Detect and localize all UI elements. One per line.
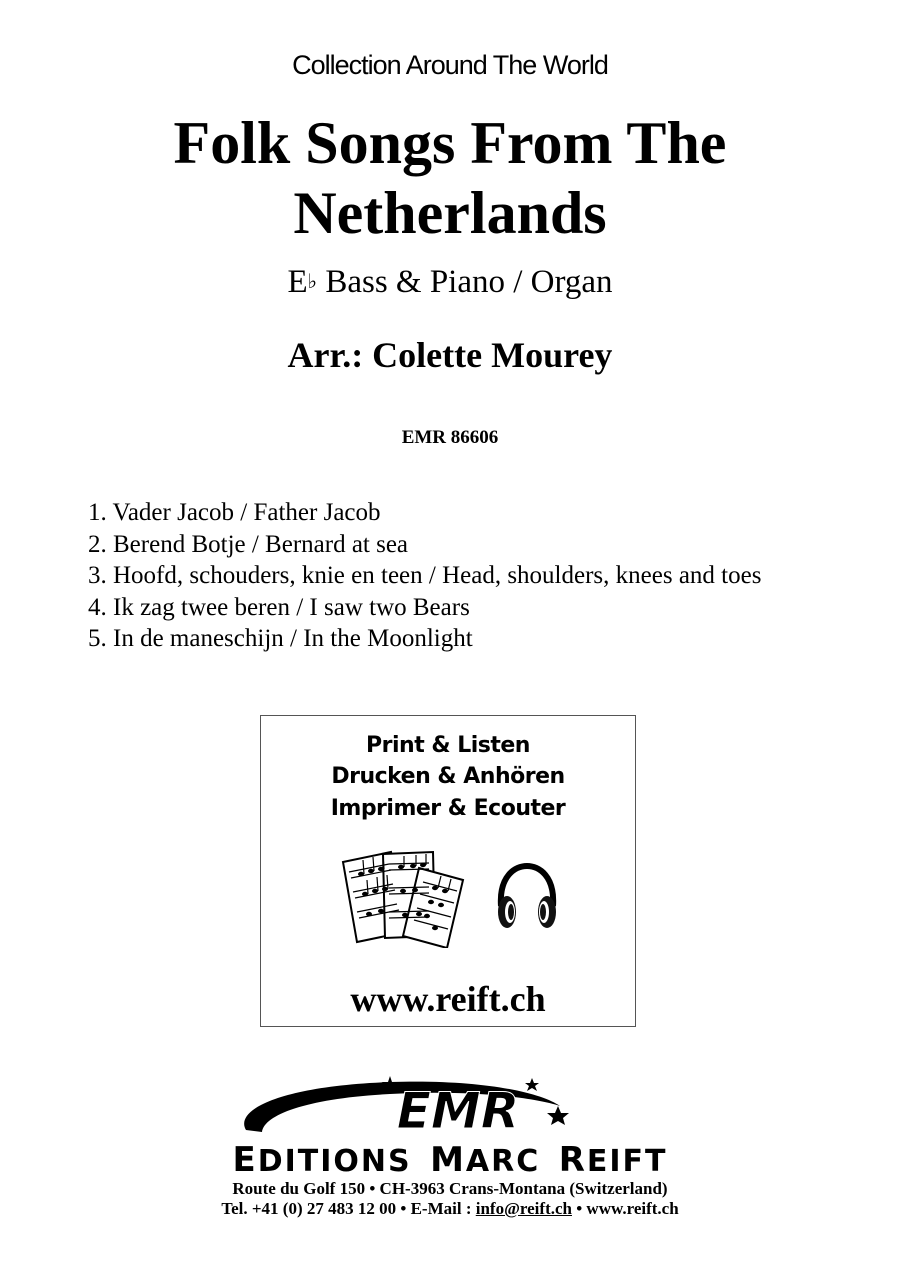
publisher-word-2: ARC — [465, 1144, 541, 1179]
flat-sign: ♭ — [307, 271, 318, 293]
print-listen-box — [260, 715, 636, 1027]
song-list — [88, 497, 761, 655]
promo-line-de: Drucken & Anhören — [331, 764, 565, 789]
page-title — [0, 108, 900, 248]
list-item: 4. Ik zag twee beren / I saw two Bears — [88, 593, 470, 621]
arranger: Arr.: Colette Mourey — [287, 335, 613, 375]
promo-line-en: Print & Listen — [366, 733, 530, 758]
publisher-name — [0, 1140, 900, 1180]
list-item: 1. Vader Jacob / Father Jacob — [88, 499, 381, 526]
promo-line-fr: Imprimer & Ecouter — [330, 796, 566, 821]
list-item: 2. Berend Botje / Bernard at sea — [88, 530, 409, 558]
publisher-initial-r: R — [558, 1140, 587, 1180]
publisher-initial-e: E — [232, 1140, 258, 1180]
catalog-number: EMR 86606 — [401, 427, 499, 448]
phone-text: Tel. +41 (0) 27 483 12 00 • E-Mail : — [221, 1199, 476, 1218]
instrumentation — [0, 264, 900, 301]
publisher-word-3: EIFT — [586, 1144, 668, 1179]
series-title: Collection Around The World — [292, 50, 608, 80]
contact-line — [0, 1199, 900, 1219]
logo-text: EMR — [396, 1082, 520, 1140]
publisher-initial-m: M — [430, 1140, 466, 1180]
address: Route du Golf 150 • CH-3963 Crans-Montana (Switzerland) — [232, 1179, 668, 1198]
list-item: 5. In de maneschijn / In the Moonlight — [88, 625, 473, 652]
footer-website: • www.reift.ch — [571, 1199, 679, 1218]
emr-logo — [240, 1072, 580, 1142]
title-line-2: Netherlands — [293, 180, 607, 246]
publisher-word-1: DITIONS — [257, 1144, 412, 1179]
sheet-music-icon — [339, 848, 469, 948]
list-item: 3. Hoofd, schouders, knie en teen / Head, shoulders, knees and toes — [88, 562, 762, 589]
instrument-key: E — [287, 264, 308, 300]
headphones-icon — [493, 862, 561, 934]
title-line-1: Folk Songs From The — [173, 110, 727, 176]
email-link[interactable]: info@reift.ch — [475, 1199, 572, 1218]
instrumentation-text: Bass & Piano / Organ — [325, 264, 613, 300]
website-link[interactable]: www.reift.ch — [350, 979, 546, 1019]
